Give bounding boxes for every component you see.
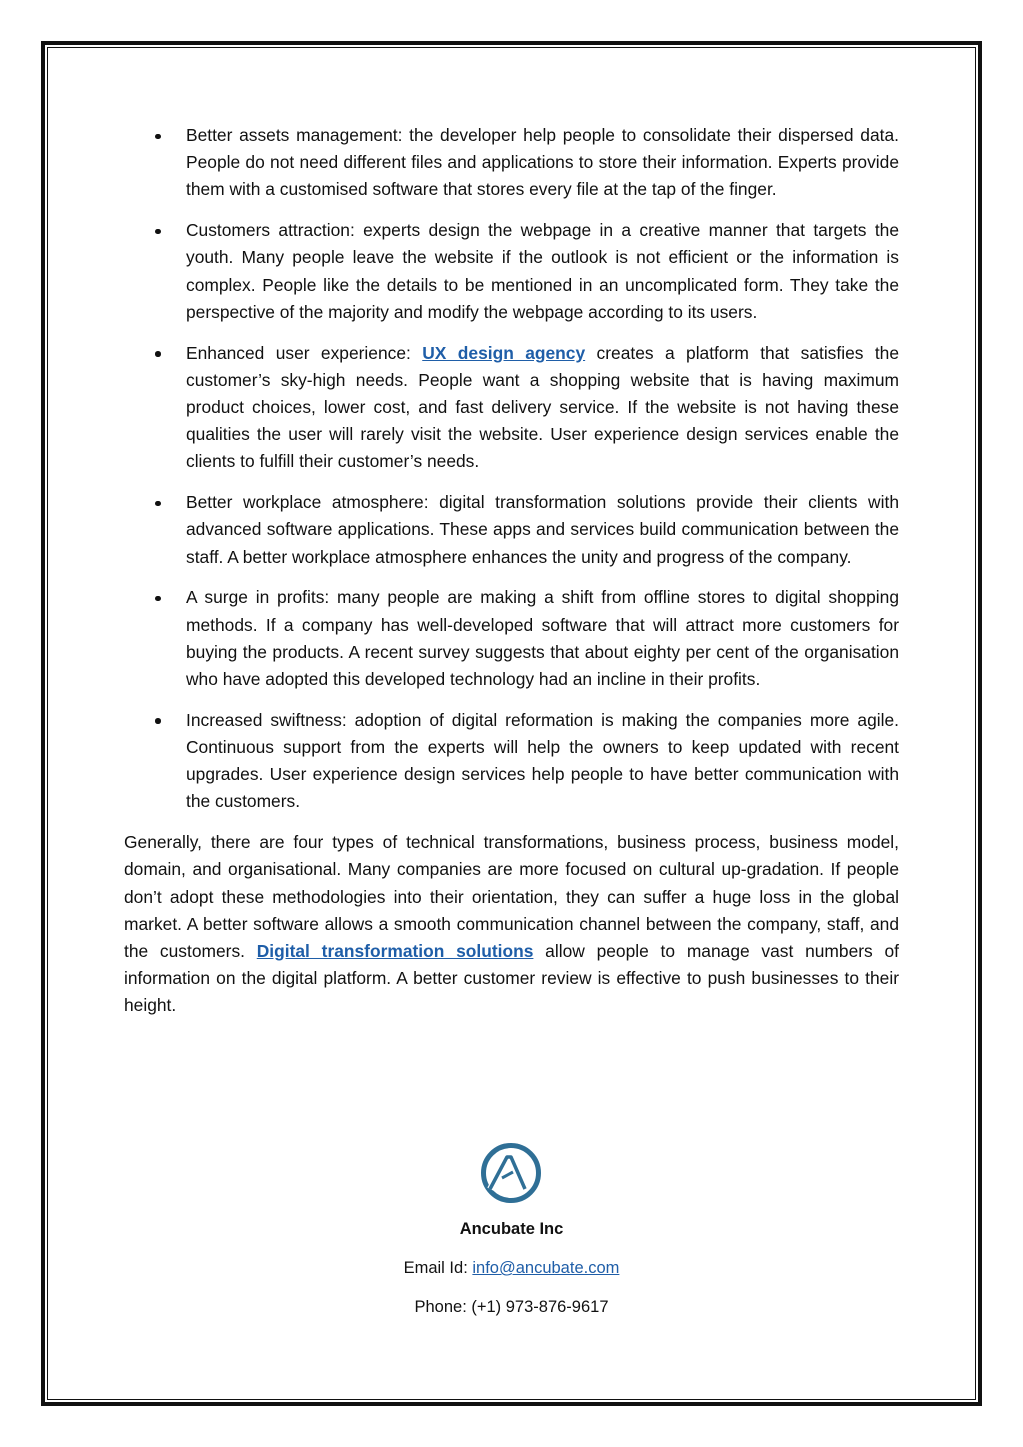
list-item-text: Increased swiftness: adoption of digital reformation is making the companies more agile. Continuous support from the experts will help the owners to keep updated with recent upgrades. User experience design services help people to have better communication with the customers. <box>186 709 899 812</box>
list-item-text: Better workplace atmosphere: digital transformation solutions provide their clients with advanced software applications. These apps and services build communication between the staff. A better workplace atmosphere enhances the unity and progress of the company. <box>186 492 899 567</box>
email-line <box>124 1259 899 1278</box>
email-label: Email Id: <box>403 1259 473 1277</box>
list-item <box>124 584 899 693</box>
list-item-text: A surge in profits: many people are making a shift from offline stores to digital shopping methods. If a company has well-developed software that will attract more customers for buying the products. A recent survey suggests that about eighty per cent of the organisation who have adopted this developed technology had an incline in their profits. <box>186 587 899 690</box>
bullet-icon <box>155 718 161 724</box>
paragraph-text-before: Generally, there are four types of technical transformations, business process, business model, domain, and organisational. Many companies are more focused on cultural up-gradation. If people don’t adopt these methodologies into their orientation, they can suffer a huge loss in the global market. A better software allows a smooth communication channel between the company, staff, and the customers. <box>124 832 899 962</box>
digital-transformation-solutions-link[interactable]: Digital transformation solutions <box>256 941 534 962</box>
paragraph-text-after: allow people to manage vast numbers of information on the digital platform. A better customer review is effective to push businesses to their height. <box>124 941 899 1016</box>
summary-paragraph <box>124 829 899 1019</box>
email-link[interactable]: info@ancubate.com <box>472 1259 620 1277</box>
list-item-text-before: Enhanced user experience: <box>186 342 423 363</box>
document-body <box>124 122 899 1020</box>
list-item <box>124 340 899 476</box>
list-item <box>124 707 899 816</box>
bullet-icon <box>155 501 161 507</box>
bullet-icon <box>155 134 161 140</box>
list-item <box>124 217 899 326</box>
list-item <box>124 489 899 571</box>
list-item-text: Customers attraction: experts design the webpage in a creative manner that targets the youth. Many people leave the website if the outlook is not efficient or the information is complex. People like the details to be mentioned in an uncomplicated form. They take the perspective of the majority and modify the webpage according to its users. <box>186 220 899 322</box>
list-item-text-after: creates a platform that satisfies the customer’s sky-high needs. People want a shopping website that is having maximum product choices, lower cost, and fast delivery service. If the website is not having these qualities the user will rarely visit the website. User experience design services enable the clients to fulfill their customer’s needs. <box>186 342 900 472</box>
list-item <box>124 122 899 204</box>
bullet-icon <box>155 596 161 602</box>
list-item-text: Better assets management: the developer help people to consolidate their dispersed data. People do not need different files and applications to store their information. Experts provide them with a customised software that stores every file at the tap of the finger. <box>186 125 899 200</box>
ux-design-agency-link[interactable]: UX design agency <box>422 342 586 363</box>
company-name: Ancubate Inc <box>459 1220 564 1238</box>
ancubate-logo-icon <box>480 1142 542 1204</box>
benefits-list <box>124 122 899 816</box>
bullet-icon <box>155 351 161 357</box>
phone-line: Phone: (+1) 973-876-9617 <box>414 1298 609 1316</box>
bullet-icon <box>155 229 161 235</box>
